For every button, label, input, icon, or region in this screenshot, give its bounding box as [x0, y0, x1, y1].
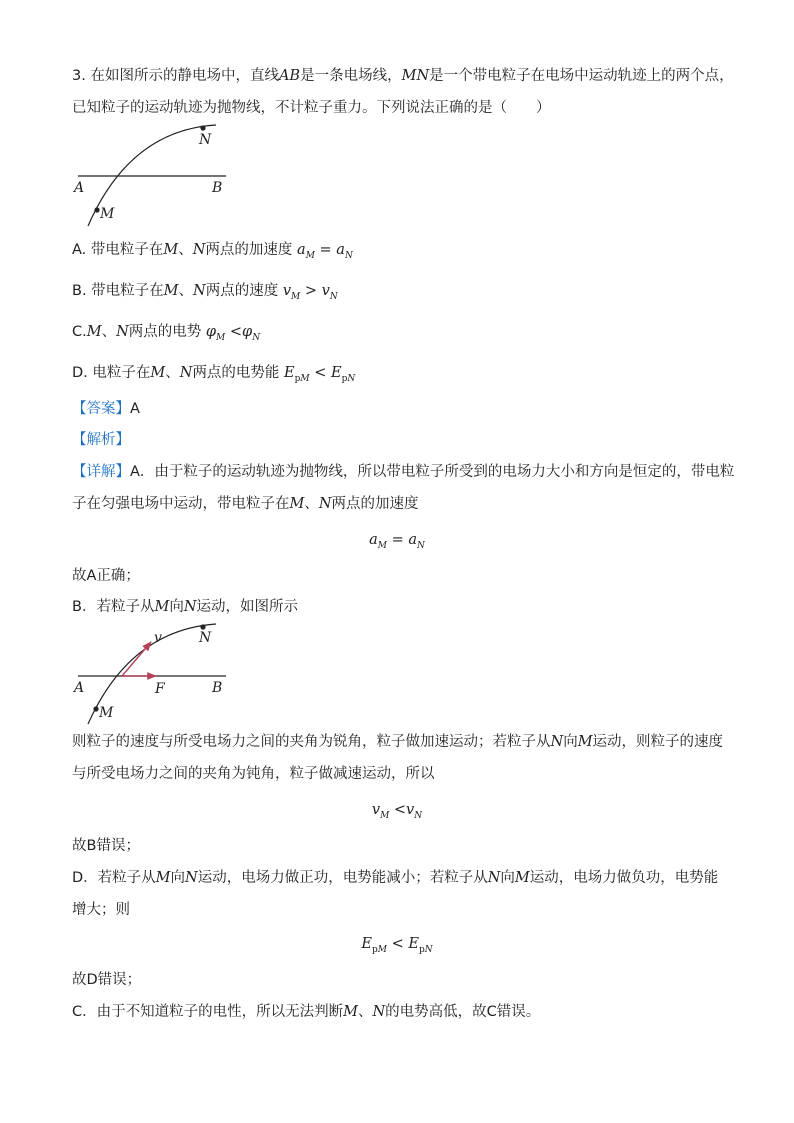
detail-text: 向 — [170, 870, 186, 886]
math-sub-p: p — [418, 945, 425, 955]
detail-text: 的电势高低，故C错误。 — [385, 1004, 541, 1020]
var-n: N — [372, 1004, 386, 1020]
math-sub — [372, 945, 387, 955]
math: φ — [205, 324, 217, 340]
math: v — [371, 802, 381, 818]
sep: 、 — [178, 242, 193, 258]
sep: 、 — [304, 496, 319, 512]
math: v — [282, 283, 292, 299]
label-m: M — [100, 206, 115, 222]
detail-text: 向 — [563, 734, 578, 750]
var-n: N — [550, 734, 564, 750]
figure-field-line-trajectory — [60, 118, 240, 230]
detail-text: 两点的加速度 — [331, 496, 419, 512]
detail-text: 运动，则粒子的速度 — [592, 734, 724, 750]
detail-text: 向 — [169, 599, 184, 615]
detail-text: 则粒子的速度与所受电场力之间的夹角为锐角，粒子做加速运动；若粒子从 — [72, 734, 551, 750]
point-m — [93, 706, 98, 711]
stem-text: 是一个带电粒子在电场中运动轨迹上的两个点， — [429, 68, 734, 84]
option-d — [72, 363, 355, 389]
var-m: M — [155, 870, 171, 886]
var-m: M — [577, 734, 593, 750]
var-m: M — [163, 242, 179, 258]
option-a — [72, 240, 353, 266]
question-number: 3. — [72, 68, 86, 84]
conclusion-a: 故A正确； — [72, 568, 140, 584]
sep: 、 — [165, 365, 180, 381]
stem-mn: MN — [401, 68, 430, 84]
math-sub-m: M — [377, 945, 387, 955]
math: φ — [242, 324, 253, 340]
detail-b-line-1 — [72, 732, 723, 752]
answer-line — [72, 399, 140, 419]
math-sub-p: p — [372, 945, 378, 955]
math-sub: M — [380, 811, 390, 821]
label-a: A — [74, 680, 85, 696]
question-stem-line-2: 已知粒子的运动轨迹为抛物线，不计粒子重力。下列说法正确的是（ ） — [72, 100, 551, 116]
math: a — [369, 532, 378, 548]
math-sub: M — [291, 292, 301, 302]
detail-text: 向 — [500, 870, 515, 886]
math-sub — [342, 374, 356, 384]
math-sub: M — [377, 541, 387, 551]
option-text: 电粒子在 — [92, 365, 151, 381]
var-m: M — [154, 599, 170, 615]
math: E — [408, 936, 419, 952]
point-n — [200, 624, 205, 629]
equation-2 — [0, 800, 794, 826]
detail-b-intro — [72, 597, 298, 617]
math-sub: N — [414, 811, 423, 821]
var-n: N — [183, 599, 197, 615]
math: a — [297, 242, 306, 258]
option-letter: B. — [72, 283, 87, 299]
math-sub — [295, 374, 310, 384]
question-stem-line-1 — [72, 66, 734, 86]
option-letter: C. — [72, 324, 87, 340]
velocity-arrow — [122, 642, 151, 676]
option-text: 两点的电势 — [128, 324, 202, 340]
math-op: < — [229, 324, 243, 340]
point-n — [200, 125, 205, 130]
label-a: A — [74, 180, 85, 196]
option-c — [72, 322, 260, 348]
stem-text: 是一条电场线， — [300, 68, 402, 84]
conclusion-b: 故B错误； — [72, 838, 140, 854]
math-op: < — [393, 802, 407, 818]
stem-ab: AB — [278, 68, 301, 84]
detail-text: 运动，如图所示 — [196, 599, 298, 615]
point-m — [94, 207, 99, 212]
detail-line-2 — [72, 494, 419, 514]
detail-line-1 — [72, 462, 734, 482]
var-m: M — [86, 324, 102, 340]
math-op: > — [304, 283, 318, 299]
option-b — [72, 281, 338, 307]
math-sub: N — [344, 251, 353, 261]
figure-velocity-force — [60, 616, 240, 728]
detail-b-line-2: 与所受电场力之间的夹角为钝角，粒子做减速运动，所以 — [72, 766, 435, 782]
math-sub: N — [417, 541, 425, 551]
analysis-tag: 【解析】 — [72, 432, 130, 448]
label-b: B — [212, 680, 223, 696]
detail-tag: 【详解】 — [72, 464, 130, 480]
stem-text: 在如图所示的静电场中，直线 — [90, 68, 279, 84]
answer-tag: 【答案】 — [72, 401, 130, 417]
var-n: N — [487, 870, 501, 886]
math: v — [406, 802, 415, 818]
option-text: 两点的速度 — [205, 283, 279, 299]
label-n: N — [199, 132, 212, 148]
var-n: N — [318, 496, 332, 512]
math-sub: N — [329, 292, 338, 302]
var-m: M — [343, 1004, 358, 1020]
label-n: N — [199, 630, 212, 646]
var-n: N — [185, 870, 198, 886]
detail-text: A．由于粒子的运动轨迹为抛物线，所以带电粒子所受到的电场力大小和方向是恒定的，带电粒 — [130, 464, 735, 480]
math: E — [284, 365, 295, 381]
label-b: B — [212, 180, 223, 196]
detail-text: 子在匀强电场中运动，带电粒子在 — [72, 496, 290, 512]
option-text: 带电粒子在 — [91, 283, 164, 299]
sep: 、 — [178, 283, 194, 299]
var-n: N — [116, 324, 129, 340]
math-op: = — [319, 242, 332, 258]
conclusion-d: 故D错误； — [72, 972, 142, 988]
label-v: v — [154, 630, 162, 646]
equation-1 — [0, 530, 794, 556]
math-op: = — [391, 532, 404, 548]
math: a — [336, 242, 345, 258]
var-m: M — [289, 496, 305, 512]
math-op: < — [391, 936, 404, 952]
var-n: N — [192, 242, 206, 258]
var-m: M — [150, 365, 166, 381]
math: E — [331, 365, 342, 381]
math: E — [361, 936, 372, 952]
math-sub-m: M — [300, 374, 310, 384]
var-n: N — [179, 365, 193, 381]
label-m: M — [99, 705, 114, 721]
math-sub: M — [305, 251, 315, 261]
option-letter: D. — [72, 365, 88, 381]
detail-c-line — [72, 1002, 540, 1022]
math-sub-p: p — [341, 374, 348, 384]
math-sub-p: p — [294, 374, 301, 384]
detail-text: 运动，电场力做负功，电势能 — [529, 870, 719, 886]
math-sub-n: N — [347, 374, 356, 384]
option-text: 两点的电势能 — [192, 365, 280, 381]
math: a — [408, 532, 418, 548]
analysis-line — [72, 430, 130, 450]
option-text: 带电粒子在 — [90, 242, 164, 258]
sep: 、 — [101, 324, 117, 340]
option-letter: A. — [72, 242, 87, 258]
option-text: 两点的加速度 — [205, 242, 293, 258]
detail-d-line-1 — [72, 868, 718, 888]
answer-value: A — [130, 401, 140, 417]
math-sub-n: N — [424, 945, 433, 955]
math: v — [321, 283, 330, 299]
math-sub: M — [216, 333, 226, 343]
var-m: M — [514, 870, 530, 886]
math-op: < — [314, 365, 327, 381]
sep: 、 — [357, 1004, 373, 1020]
var-n: N — [193, 283, 206, 299]
var-m: M — [163, 283, 179, 299]
detail-d-line-2: 增大；则 — [72, 902, 130, 918]
detail-text: B．若粒子从 — [72, 599, 155, 615]
equation-3 — [0, 934, 794, 960]
math-sub — [419, 945, 433, 955]
label-f: F — [155, 681, 165, 697]
detail-text: D．若粒子从 — [72, 870, 156, 886]
math-sub: N — [252, 333, 261, 343]
detail-text: 运动，电场力做正功，电势能减小；若粒子从 — [197, 870, 488, 886]
detail-text: C．由于不知道粒子的电性，所以无法判断 — [72, 1004, 344, 1020]
